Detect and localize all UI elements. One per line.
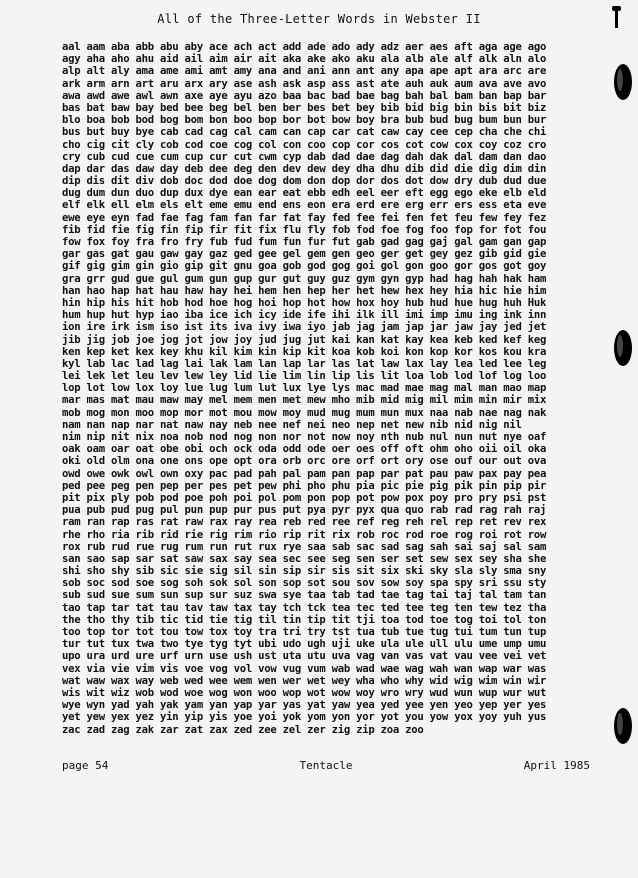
- publication-name: Tentacle: [299, 759, 353, 772]
- word-line: ken kep ket kex key khu kil kim kin kip kit koa kob koi kon kop kor kos kou kra: [62, 345, 547, 358]
- word-line: nim nip nit nix noa nob nod nog non nor not now noy nth nub nul nun nut nye oaf: [62, 431, 547, 443]
- word-line: mob mog mon moo mop mor mot mou mow moy mud mug mum mun mux naa nab nae nag nak: [62, 406, 547, 419]
- word-line: ewe eye eyn fad fae fag fam fan far fat fay fed fee fei fen fet feu few fey fez: [62, 211, 547, 224]
- word-line: gra grr gud gue gul gum gun gup gur gut guy guz gym gyn gyp had hag hah hak ham: [62, 272, 547, 285]
- word-line: bus but buy bye cab cad cag cal cam can cap car cat caw cay cee cep cha che chi: [62, 126, 547, 139]
- word-line: agy aha aho ahu aid ail aim air ait aka ake ako aku ala alb ale alf alk aln alo: [62, 53, 547, 66]
- word-line: too top tor tot tou tow tox toy tra tri try tst tua tub tue tug tui tum tun tup: [62, 626, 547, 638]
- punch-hole-icon: [614, 330, 632, 366]
- word-line: gar gas gat gau gaw gay gaz ged gee gel gem gen geo ger get gey gez gib gid gie: [62, 248, 547, 261]
- word-line: alp alt aly ama ame ami amt amy ana and ani ann ant any apa ape apt ara arc are: [62, 65, 547, 78]
- word-line: ram ran rap ras rat raw rax ray rea reb red ree ref reg reh rel rep ret rev rex: [62, 516, 547, 529]
- word-line: blo boa bob bod bog bom bon boo bop bor bot bow boy bra bub bud bug bum bun bur: [62, 114, 547, 127]
- word-line: cho cig cit cly cob cod coe cog col con coo cop cor cos cot cow cox coy coz cro: [62, 138, 547, 151]
- punch-hole-icon: [614, 64, 632, 100]
- word-line: wis wit wiz wob wod woe wog won woo wop wot wow woy wro wry wud wun wup wur wut: [62, 686, 547, 699]
- word-line: fow fox foy fra fro fry fub fud fum fun fur fut gab gad gag gaj gal gam gan gap: [62, 236, 547, 248]
- word-line: ped pee peg pen pep per pes pet pew phi pho phu pia pic pie pig pik pin pip pir: [62, 479, 547, 492]
- word-line: upo ura urd ure urf urn use ush ust uta utu uva vag van vas vat vau vee vei vet: [62, 650, 547, 663]
- page-number: page 54: [62, 759, 109, 772]
- punch-hole-icon: [614, 708, 632, 744]
- word-line: tur tut tux twa two tye tyg tyt ubi udo ugh uji uke ula ule ull ulu ume ump umu: [62, 638, 547, 651]
- word-line: sub sud sue sum sun sup sur suz swa sye taa tab tad tae tag tai taj tal tam tan: [62, 589, 547, 602]
- word-line: rox rub rud rue rug rum run rut rux rye saa sab sac sad sag sah sai saj sal sam: [62, 540, 547, 553]
- word-line: pit pix ply pob pod poe poh poi pol pom pon pop pot pow pox poy pro pry psi pst: [62, 491, 547, 504]
- word-list: [62, 41, 590, 736]
- word-line: oki old olm ona one ons ope opt ora orb orc ore orf ort ory ose ouf our out ova: [62, 455, 547, 468]
- word-line: kyl lab lac lad lag lai lak lam lan lap lar las lat law lax lay lea led lee leg: [62, 357, 547, 370]
- word-line: ark arm arn art aru arx ary ase ash ask asp ass ast ate auh auk aum ava ave avo: [62, 77, 547, 90]
- word-line: yet yew yex yez yin yip yis yoe yoi yok yom yon yor yot you yow yox yoy yuh yus: [62, 711, 547, 724]
- page-title: All of the Three-Letter Words in Webster II: [157, 12, 481, 26]
- word-line: fib fid fie fig fin fip fir fit fix flu fly fob fod foe fog foo fop for fot fou: [62, 223, 547, 236]
- word-line: hum hup hut hyp iao iba ice ich icy ide ife ihi ilk ill imi imp imu ing ink inn: [62, 309, 547, 322]
- word-line: rhe rho ria rib rid rie rig rim rio rip rit rix rob roc rod roe rog roi rot row: [62, 528, 547, 541]
- word-line: nam nan nap nar nat naw nay neb nee nef nei neo nep net new nib nid nig nil: [62, 418, 522, 431]
- word-line: owd owe owk owl own oxy pac pad pah pal pam pan pap par pat pau paw pax pay pea: [62, 467, 547, 480]
- word-line: pua pub pud pug pul pun pup pur pus put pya pyr pyx qua quo rab rad rag rah raj: [62, 504, 547, 517]
- word-line: dap dar das daw day deb dee deg den dev dew dey dha dhu dib did die dig dim din: [62, 162, 547, 175]
- word-line: shi sho shy sib sic sie sig sil sin sip sir sis sit six ski sky sla sly sma sny: [62, 565, 547, 578]
- word-line: bas bat baw bay bed bee beg bel ben ber bes bet bey bib bid big bin bis bit biz: [62, 101, 547, 114]
- word-line: vex via vie vim vis voe vog vol vow vug vum wab wad wae wag wah wan wap war was: [62, 662, 547, 675]
- word-line: jib jig job joe jog jot jow joy jud jug jut kai kan kat kay kea keb ked kef keg: [62, 333, 547, 346]
- word-line: wat waw wax way web wed wee wem wen wer wet wey wha who why wid wig wim win wir: [62, 674, 547, 687]
- word-line: oak oam oar oat obe obi och ock oda odd ode oer oes off oft ohm oho oii oil oka: [62, 443, 547, 456]
- word-line: san sao sap sar sat saw sax say sea sec see seg sen ser set sew sex sey sha she: [62, 552, 547, 565]
- word-line: aal aam aba abb abu aby ace ach act add ade ado ady adz aer aes aft aga age ago: [62, 41, 547, 53]
- word-line: dip dis dit div dob doc dod doe dog dom don dop dor dos dot dow dry dub dud due: [62, 175, 547, 188]
- word-line: zac zad zag zak zar zat zax zed zee zel zer zig zip zoa zoo: [62, 723, 424, 736]
- word-line: hin hip his hit hob hod hoe hog hoi hop hot how hox hoy hub hud hue hug huh Huk: [62, 296, 547, 309]
- word-line: wye wyn yad yah yak yam yan yap yar yas yat yaw yea yed yee yen yeo yep yer yes: [62, 699, 547, 712]
- word-line: tao tap tar tat tau tav taw tax tay tch tck tea tec ted tee teg ten tew tez tha: [62, 601, 547, 614]
- word-line: elf elk ell elm els elt eme emu end ens eon era erd ere erg err ers ess eta eve: [62, 199, 547, 212]
- word-line: lei lek let leu lev lew ley lid lie lim lin lip lis lit loa lob lod lof log loo: [62, 370, 547, 383]
- word-line: mar mas mat mau maw may mel mem men met mew mho mib mid mig mil mim min mir mix: [62, 394, 547, 407]
- word-line: lop lot low lox loy lue lug lum lut lux lye lys mac mad mae mag mal man mao map: [62, 382, 547, 395]
- word-line: the tho thy tib tic tid tie tig til tin tip tit tji toa tod toe tog toi tol ton: [62, 613, 547, 626]
- word-line: han hao hap hat hau haw hay hei hem hen hep her het hew hex hey hia hic hie him: [62, 284, 547, 297]
- page-footer: [62, 759, 590, 775]
- word-line: awa awd awe awl awn axe aye ayu azo baa bac bad bae bag bah bal bam ban bap bar: [62, 89, 547, 102]
- word-line: ion ire irk ism iso ist its iva ivy iwa iyo jab jag jam jap jar jaw jay jed jet: [62, 321, 547, 334]
- word-line: sob soc sod soe sog soh sok sol son sop sot sou sov sow soy spa spy sri ssu sty: [62, 577, 547, 590]
- word-line: cry cub cud cue cum cup cur cut cwm cyp dab dad dae dag dah dak dal dam dan dao: [62, 150, 547, 163]
- publication-date: April 1985: [523, 759, 590, 772]
- word-line: dug dum dun duo dup dux dye ean ear eat ebb edh eel eer eft egg ego eke elb eld: [62, 187, 547, 200]
- word-line: gif gig gim gin gio gip git gnu goa gob god gog goi gol gon goo gor gos got goy: [62, 260, 547, 273]
